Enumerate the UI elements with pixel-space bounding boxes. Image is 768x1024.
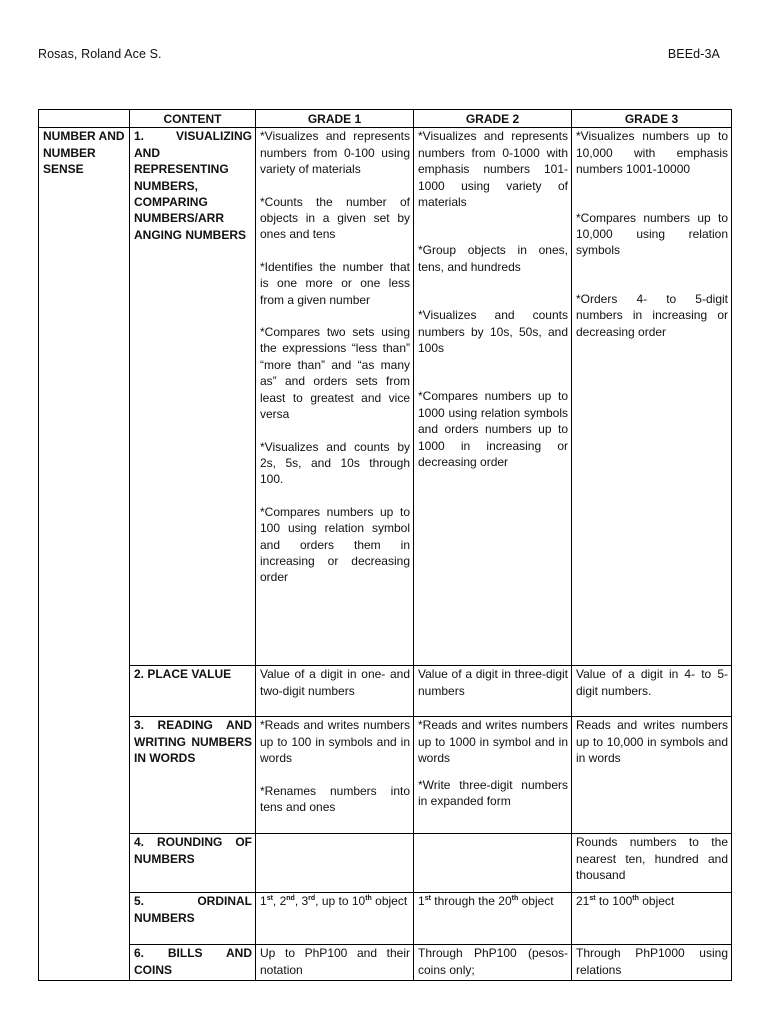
grade-1-cell — [256, 666, 414, 717]
table-row — [39, 893, 732, 945]
grade-2-cell — [414, 128, 572, 666]
table-header-row — [39, 110, 732, 128]
grade-2-cell — [414, 834, 572, 893]
competency-text: *Renames numbers into tens and ones — [260, 783, 410, 815]
competency-text: *Counts the number of objects in a given set by ones and tens — [260, 194, 410, 242]
content-cell: 2. PLACE VALUE — [130, 666, 256, 717]
grade-1-cell — [256, 834, 414, 893]
competency-text: *Visualizes and represents numbers from 0-1000 with emphasis numbers 101-1000 using variety of materials — [418, 129, 568, 210]
competency-text: Rounds numbers to the nearest ten, hundred and thousand — [576, 835, 728, 883]
curriculum-table — [38, 109, 732, 981]
content-cell: 6. BILLS AND COINS — [130, 945, 256, 981]
competency-text: 1st through the 20th object — [418, 894, 554, 909]
grade-1-cell — [256, 893, 414, 945]
grade-2-cell — [414, 717, 572, 834]
content-cell: 4. ROUNDING OF NUMBERS — [130, 834, 256, 893]
competency-text: *Orders 4- to 5-digit numbers in increasing or decreasing order — [576, 291, 728, 339]
grade-3-cell — [572, 834, 732, 893]
competency-text: *Group objects in ones, tens, and hundreds — [418, 243, 568, 274]
grade-1-cell — [256, 128, 414, 666]
table-row — [39, 834, 732, 893]
table-row — [39, 945, 732, 981]
grade-1-cell — [256, 717, 414, 834]
grade-3-cell — [572, 945, 732, 981]
table-row — [39, 128, 732, 666]
content-cell: 5. ORDINAL NUMBERS — [130, 893, 256, 945]
competency-text: *Reads and writes numbers up to 1000 in symbol and in words — [418, 718, 568, 766]
header-grade-1: GRADE 1 — [256, 110, 414, 128]
competency-text: Value of a digit in three-digit numbers — [418, 667, 568, 698]
competency-text: *Compares numbers up to 1000 using relation symbols and orders numbers up to 1000 in increasing or decreasing order — [418, 389, 568, 470]
grade-3-cell — [572, 128, 732, 666]
grade-2-cell — [414, 945, 572, 981]
competency-text: *Visualizes and counts by 2s, 5s, and 10s through 100. — [260, 439, 410, 487]
competency-text: Through PhP1000 using relations — [576, 946, 728, 977]
competency-text: *Visualizes and counts numbers by 10s, 50s, and 100s — [418, 308, 568, 356]
competency-text: Up to PhP100 and their notation — [260, 946, 410, 977]
competency-text: *Compares two sets using the expressions “less than” “more than” and “as many as” and orders sets from least to greatest and vice versa — [260, 325, 410, 422]
competency-text: *Compares numbers up to 100 using relation symbol and orders them in increasing or decreasing order — [260, 504, 410, 585]
competency-text: *Identifies the number that is one more or one less from a given number — [260, 259, 410, 307]
competency-text: 1st, 2nd, 3rd, up to 10th object — [260, 894, 408, 909]
competency-text: *Visualizes numbers up to 10,000 with emphasis numbers 1001-10000 — [576, 129, 728, 177]
competency-text: *Reads and writes numbers up to 100 in symbols and in words — [260, 718, 410, 766]
domain-cell: NUMBER AND NUMBER SENSE — [39, 128, 130, 981]
grade-1-cell — [256, 945, 414, 981]
grade-2-cell — [414, 666, 572, 717]
grade-3-cell — [572, 666, 732, 717]
grade-2-cell — [414, 893, 572, 945]
header-grade-3: GRADE 3 — [572, 110, 732, 128]
competency-text: *Compares numbers up to 10,000 using relation symbols — [576, 210, 728, 258]
content-cell: 3. READING AND WRITING NUMBERS IN WORDS — [130, 717, 256, 834]
author-name: Rosas, Roland Ace S. — [38, 47, 162, 61]
competency-text: *Visualizes and represents numbers from 0-100 using variety of materials — [260, 129, 410, 177]
competency-text: *Write three-digit numbers in expanded form — [418, 777, 568, 809]
competency-text: Reads and writes numbers up to 10,000 in symbols and in words — [576, 718, 728, 766]
content-cell: 1. VISUALIZING AND REPRESENTING NUMBERS, COMPARING NUMBERS/ARR ANGING NUMBERS — [130, 128, 256, 666]
table-row — [39, 717, 732, 834]
competency-text: 21st to 100th object — [576, 894, 675, 909]
header-grade-2: GRADE 2 — [414, 110, 572, 128]
competency-text: Through PhP100 (pesos-coins only; — [418, 946, 568, 977]
competency-text: Value of a digit in one- and two-digit numbers — [260, 667, 410, 698]
header-content: CONTENT — [130, 110, 256, 128]
competency-text: Value of a digit in 4- to 5-digit numbers. — [576, 667, 728, 698]
header-domain — [39, 110, 130, 128]
grade-3-cell — [572, 717, 732, 834]
grade-3-cell — [572, 893, 732, 945]
class-section: BEEd-3A — [667, 47, 720, 61]
table-row — [39, 666, 732, 717]
